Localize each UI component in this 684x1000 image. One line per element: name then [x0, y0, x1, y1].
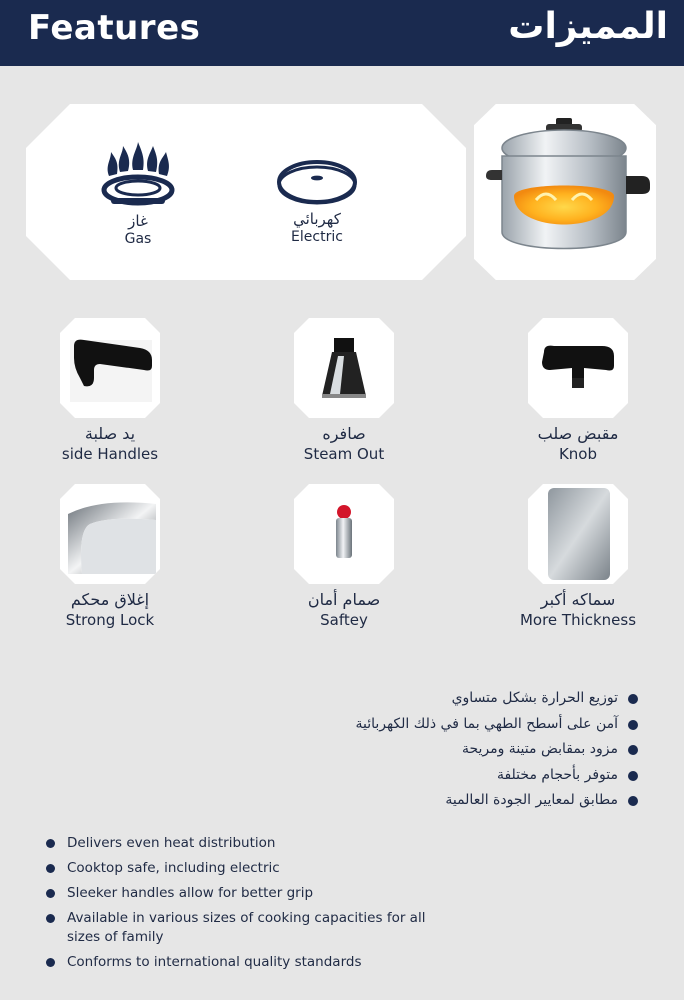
gas-label-en: Gas: [124, 231, 152, 247]
bullet-icon: [628, 796, 638, 806]
feature-thickness: [488, 484, 668, 630]
bullet-icon: [46, 839, 55, 848]
list-item: مطابق لمعايير الجودة العالمية: [78, 788, 638, 814]
knob-label-en: Knob: [558, 445, 598, 463]
page-title-en: Features: [28, 8, 201, 48]
gas-label-ar: غاز: [128, 212, 148, 230]
list-item: Conforms to international quality standards: [46, 953, 426, 972]
knob-label-ar: مقبض صلب: [537, 424, 619, 443]
safety-valve-icon: [294, 484, 394, 584]
feature-tile: [60, 318, 160, 418]
feature-side-handles: [20, 318, 200, 464]
bullet-icon: [628, 771, 638, 781]
feature-steam-out: [254, 318, 434, 464]
header-bar: [0, 0, 684, 66]
steam-out-label-ar: صافره: [322, 424, 366, 443]
feature-tile: [60, 484, 160, 584]
bullet-icon: [46, 889, 55, 898]
gas-burner-icon: [93, 140, 183, 212]
list-item: Delivers even heat distribution: [46, 834, 426, 853]
knob-icon: [528, 318, 628, 418]
steam-valve-icon: [294, 318, 394, 418]
bullet-icon: [46, 914, 55, 923]
bullet-icon: [628, 720, 638, 730]
side-handle-icon: [60, 318, 160, 418]
side-handles-label-ar: يد صلبة: [84, 424, 136, 443]
bullet-icon: [628, 694, 638, 704]
feature-tile: [528, 318, 628, 418]
cooktop-electric: [257, 152, 377, 246]
electric-label-ar: كهربائي: [293, 210, 341, 228]
bullet-icon: [628, 745, 638, 755]
safety-label-ar: صمام أمان: [307, 590, 381, 609]
steel-thickness-icon: [528, 484, 628, 584]
thickness-label-en: More Thickness: [519, 611, 637, 629]
cooktop-gas: [78, 140, 198, 248]
list-item: مزود بمقابض متينة ومريحة: [78, 737, 638, 763]
side-handles-label-en: side Handles: [61, 445, 159, 463]
strong-lock-icon: [60, 484, 160, 584]
feature-tile: [294, 318, 394, 418]
list-item: Cooktop safe, including electric: [46, 859, 426, 878]
list-item: Sleeker handles allow for better grip: [46, 884, 426, 903]
list-item: Available in various sizes of cooking capacities for all sizes of family: [46, 909, 426, 947]
list-item: آمن على أسطح الطهي بما في ذلك الكهربائية: [78, 712, 638, 738]
safety-label-en: Saftey: [320, 611, 368, 629]
pressure-cooker-image: [474, 104, 656, 280]
bullet-icon: [46, 958, 55, 967]
feature-strong-lock: [20, 484, 200, 630]
product-panel: [474, 104, 656, 280]
feature-knob: [488, 318, 668, 464]
strong-lock-label-en: Strong Lock: [65, 611, 155, 629]
strong-lock-label-ar: إغلاق محكم: [70, 590, 150, 609]
list-item: متوفر بأحجام مختلفة: [78, 763, 638, 789]
thickness-label-ar: سماكه أكبر: [540, 590, 616, 609]
electric-hotplate-icon: [272, 152, 362, 210]
page-title-ar: المميزات: [508, 6, 668, 47]
steam-out-label-en: Steam Out: [303, 445, 385, 463]
feature-tile: [528, 484, 628, 584]
electric-label-en: Electric: [291, 229, 343, 245]
list-item: توزيع الحرارة بشكل متساوي: [78, 686, 638, 712]
feature-safety: [254, 484, 434, 630]
bullet-list-ar: [78, 686, 638, 814]
feature-tile: [294, 484, 394, 584]
bullet-icon: [46, 864, 55, 873]
bullet-list-en: [46, 834, 426, 978]
